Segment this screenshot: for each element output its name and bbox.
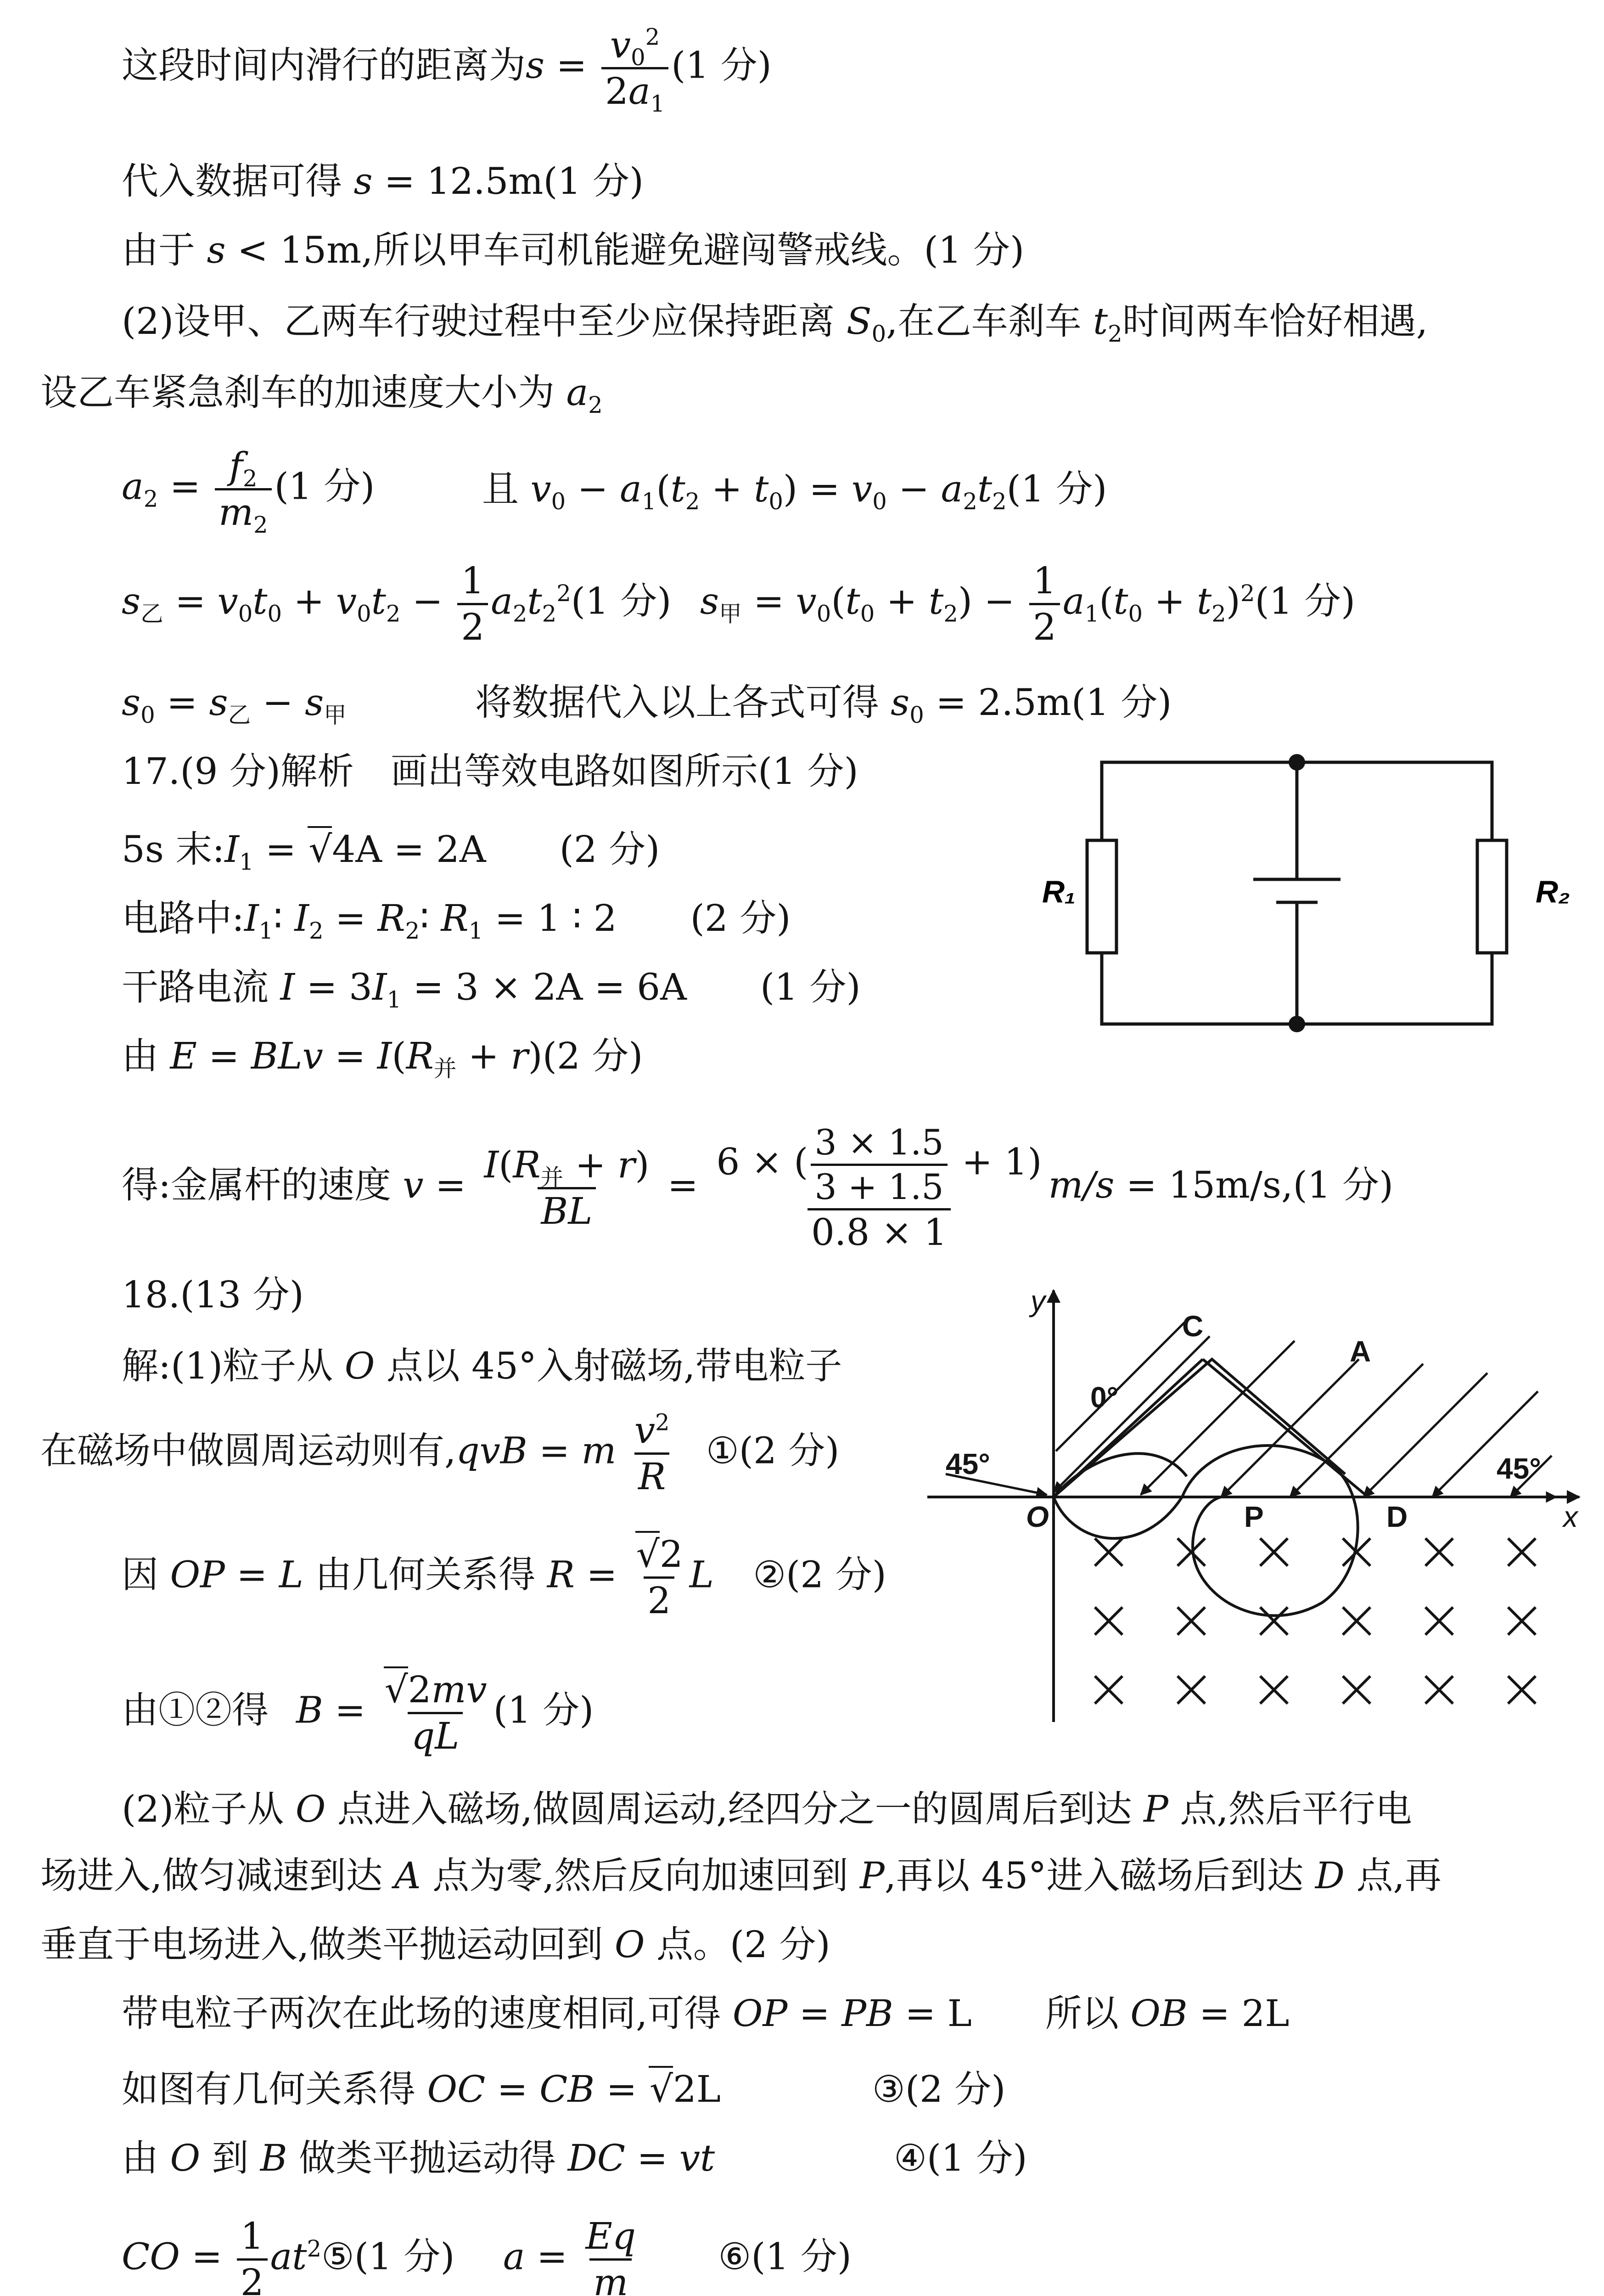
q17-heading: 17.(9 分)解析 画出等效电路如图所示(1 分) bbox=[122, 750, 858, 793]
q18-part2-line3: 垂直于电场进入,做类平抛运动回到 O 点。(2 分) bbox=[40, 1923, 830, 1966]
q18-line8: 由 O 到 B 做类平抛运动得 DC = vt ④(1 分) bbox=[122, 2137, 1027, 2179]
q18-line4: 由①②得 B = $\frac{√2mv}{qL}$ (1 分) bbox=[122, 1671, 594, 1755]
q17-line3: 干路电流 $I = 3I_1 = 3 \times 2A = 6A$ (1 分) bbox=[122, 966, 861, 1013]
label-D: D bbox=[1386, 1500, 1408, 1533]
label-y: y bbox=[1031, 1284, 1045, 1317]
q18-line6: 带电粒子两次在此场的速度相同,可得 OP = PB = L 所以 OB = 2L bbox=[122, 1992, 1290, 2035]
part2-line2: 设乙车紧急刹车的加速度大小为 $a_2$ bbox=[40, 371, 603, 418]
field-lines bbox=[946, 1322, 1556, 1497]
q17-line4: 由 E = BLv = $I(R_并 + r)(2$ 分) bbox=[122, 1035, 643, 1082]
label-O: O bbox=[1026, 1500, 1049, 1533]
equation-s-yi: $s_乙 = v_0t_0 + v_0t_2$ − $\frac{1}{2}$ $a_2t_2^2(1$ 分) bbox=[122, 559, 672, 648]
line-substitute: 代入数据可得 s = 12.5m(1 分) bbox=[122, 160, 644, 203]
line-conclusion: 由于 s < 15m,所以甲车司机能避免避闯警戒线。(1 分) bbox=[122, 229, 1025, 271]
equation-velocity: 且 $v_0 - a_1(t_2 + t_0) = v_0 - a_2t_2(1$ 分) bbox=[482, 467, 1107, 515]
q18-heading: 18.(13 分) bbox=[122, 1273, 304, 1316]
q18-line2: 在磁场中做圆周运动则有,qvB = m $\frac{v^2}{R}$ ①(2 分) bbox=[40, 1409, 840, 1498]
junction-top bbox=[1289, 754, 1305, 771]
label-x: x bbox=[1563, 1500, 1578, 1533]
label-0-deg: 0° bbox=[1090, 1381, 1119, 1414]
line-distance: 这段时间内滑行的距离为s = $\frac{v_0^2}{2a_1}$ (1 分) bbox=[122, 23, 772, 117]
resistor-r2 bbox=[1477, 840, 1507, 953]
q18-line1: 解:(1)粒子从 O 点以 45°入射磁场,带电粒子 bbox=[122, 1345, 842, 1387]
q17-line5: 得:金属杆的速度 v = $I(R_并 + r)$ BL = 6 × ( $\frac{3 \times 1.5}{3 + 1.5}$ + 1) 0.8 × 1 m/s = 15m/s,(1 分) bbox=[122, 1122, 1394, 1254]
label-45-left: 45° bbox=[946, 1447, 990, 1480]
label-r2: R₂ bbox=[1536, 874, 1570, 909]
label-C: C bbox=[1182, 1310, 1204, 1343]
equation-a2: $a_2$ = $\frac{f_2}{m_2}$ (1 分) bbox=[122, 445, 375, 538]
q17-line1: 5s 末$:I_1 = √4A = 2A$ (2 分) bbox=[122, 831, 660, 868]
q18-line7: 如图有几何关系得 OC = CB = √2L ③(2 分) bbox=[122, 2071, 1006, 2108]
label-r1: R₁ bbox=[1042, 874, 1076, 909]
q18-line3: 因 OP = L 由几何关系得 R = $\frac{√2}{2}$ L ②(2 分) bbox=[122, 1536, 886, 1619]
field-diagram bbox=[927, 1272, 1588, 1731]
magnetic-field-crosses bbox=[1095, 1538, 1536, 1704]
q18-line9: CO = $\frac{1}{2}$ $at^2⑤(1$ 分) a = $\frac{Eq}{m}$ ⑥(1 分) bbox=[122, 2218, 852, 2296]
circuit-diagram bbox=[1028, 748, 1579, 1033]
junction-bottom bbox=[1289, 1016, 1305, 1032]
label-45-right: 45° bbox=[1497, 1452, 1541, 1485]
part2-line1: (2)设甲、乙两车行驶过程中至少应保持距离 $S_0$,在乙车刹车 $t_2$时间两车恰好相遇, bbox=[122, 300, 1428, 347]
label-P: P bbox=[1244, 1500, 1264, 1533]
q18-part2-line1: (2)粒子从 O 点进入磁场,做圆周运动,经四分之一的圆周后到达 P 点,然后平行电 bbox=[122, 1788, 1412, 1830]
label-A: A bbox=[1350, 1335, 1371, 1368]
q17-line2: 电路中$:I_1∶$ $I_2$ = $R_2∶$ $R_1 = 1$ ∶ 2 (2 分) bbox=[122, 897, 791, 944]
resistor-r1 bbox=[1087, 840, 1116, 953]
equation-s-jia: $s_甲 = v_0(t_0 + t_2)$ − $\frac{1}{2}$ $a_1(t_0 + t_2)^2(1$ 分) bbox=[700, 559, 1356, 648]
equation-s0: $s_0 = s_乙 - s_甲$ 将数据代入以上各式可得 $s_0 = 2.5m(1$ 分) bbox=[122, 681, 1172, 728]
q18-part2-line2: 场进入,做匀减速到达 A 点为零,然后反向加速回到 P,再以 45°进入磁场后到达 D 点,再 bbox=[40, 1854, 1441, 1897]
